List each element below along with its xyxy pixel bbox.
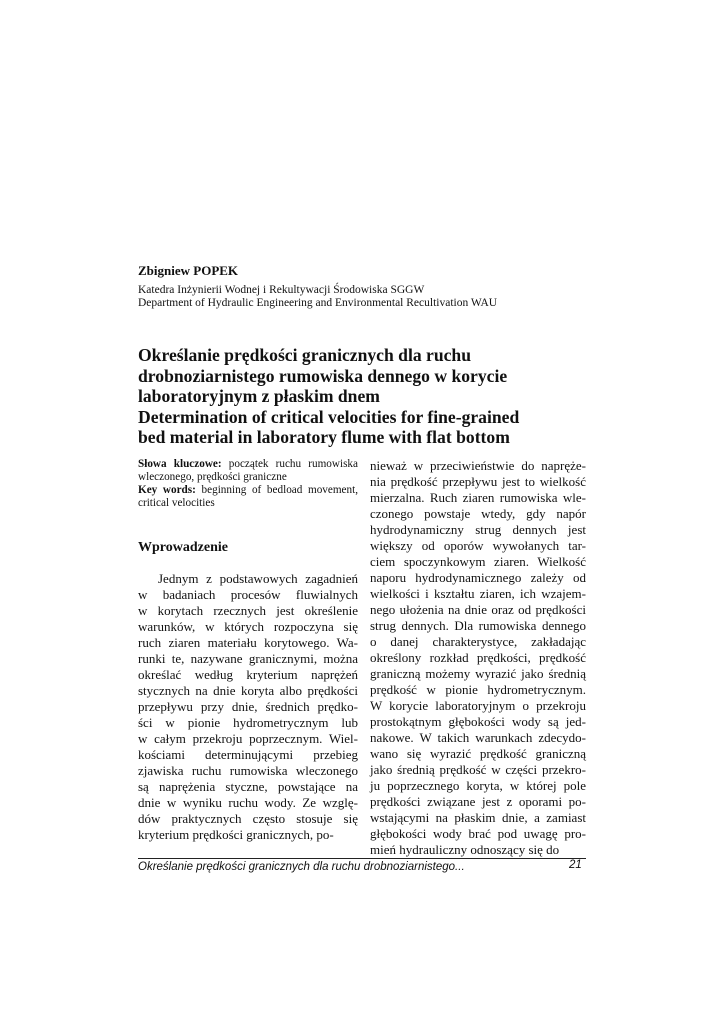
- author-name: Zbigniew POPEK: [138, 263, 239, 278]
- body-text-line: ści w pionie hydrometrycznym lub: [138, 715, 358, 730]
- body-text-line: mień hydrauliczny odnoszący się do: [370, 842, 560, 857]
- body-text-line: ju poprzecznego koryta, w której pole: [370, 778, 586, 793]
- body-text-line: prędkość w pionie hydrometrycznym.: [370, 682, 586, 697]
- title-line: laboratoryjnym z płaskim dnem: [138, 386, 380, 406]
- body-text-line: warunków, w których rozpoczyna się: [138, 619, 358, 634]
- body-text-line: są naprężenia styczne, powstające na: [138, 779, 358, 794]
- keywords-polish: [138, 458, 358, 484]
- keywords-polish-label: Słowa kluczowe:: [138, 458, 222, 470]
- body-text-line: stycznych na dnie koryta albo prędkości: [138, 683, 358, 698]
- title-line: bed material in laboratory flume with flat bottom: [138, 427, 510, 447]
- body-text-line: głębokości wody brać pod uwagę pro-: [370, 826, 586, 841]
- body-text-line: ruch ziaren materiału korytowego. Wa-: [138, 635, 358, 650]
- body-text-line: wano się wyrazić prędkość graniczną: [370, 746, 586, 761]
- title-line: Określanie prędkości granicznych dla ruchu: [138, 345, 472, 365]
- title-line: drobnoziarnistego rumowiska dennego w korycie: [138, 365, 508, 386]
- body-text-line: zjawiska ruchu rumowiska wleczonego: [138, 763, 358, 778]
- footer-running-title: Określanie prędkości granicznych dla ruchu drobnoziarnistego...: [138, 861, 465, 873]
- affiliation-english: Department of Hydraulic Engineering and Environmental Recultivation WAU: [138, 297, 498, 309]
- body-right-column: [370, 458, 586, 858]
- body-text-line: w korytach rzecznych jest określenie: [138, 603, 358, 618]
- keywords-english-text: beginning of bedload movement, critical velocities: [138, 484, 359, 509]
- body-text-line: prostokątnym głębokości wody są jed-: [370, 714, 586, 729]
- keywords-english: [138, 484, 358, 510]
- body-text-line: nia prędkość przepływu jest to wielkość: [370, 474, 586, 489]
- body-text-line: prędkości związane jest z oporami po-: [370, 794, 586, 809]
- body-text-line: kościami determinującymi przebieg: [138, 747, 358, 762]
- keywords-polish-text: początek ruchu rumowiska wleczonego, prędkości graniczne: [138, 458, 358, 483]
- affiliation-polish: Katedra Inżynierii Wodnej i Rekultywacji Środowiska SGGW: [138, 284, 425, 296]
- body-text-line: naporu hydrodynamicznego zależy od: [370, 570, 586, 585]
- body-text-line: w badaniach procesów fluwialnych: [138, 587, 358, 602]
- body-text-line: strug dennych. Dla rumowiska dennego: [370, 618, 586, 633]
- keywords-block: [138, 458, 358, 510]
- body-text-line: o danej charakterystyce, zakładając: [370, 634, 586, 649]
- body-text-line: wstającymi na płaskim dnie, a zamiast: [370, 810, 586, 825]
- body-text-line: mierzalna. Ruch ziaren rumowiska wle-: [370, 490, 586, 505]
- body-text-line: jako średnią prędkość w części przekro-: [370, 762, 586, 777]
- body-text-line: czonego powstaje wtedy, gdy napór: [370, 506, 586, 521]
- body-text-line: dów praktycznych często stosuje się: [138, 811, 358, 826]
- title-line: Determination of critical velocities for fine-grained: [138, 406, 520, 427]
- keywords-english-label: Key words:: [138, 484, 196, 496]
- body-text-line: nieważ w przeciwieństwie do napręże-: [370, 458, 586, 473]
- body-text-line: W korycie laboratoryjnym o przekroju: [370, 698, 586, 713]
- body-text-line: wielkości i kształtu ziaren, ich wzajem-: [370, 586, 586, 601]
- paper-title: [138, 345, 598, 448]
- body-text-line: przepływu przy dnie, średnich prędko-: [138, 699, 358, 714]
- footer-page-number: 21: [569, 859, 582, 871]
- body-text-line: dnie w wyniku ruchu wody. Ze wzglę-: [138, 795, 358, 810]
- body-text-line: nakowe. W takich warunkach zdecydo-: [370, 730, 586, 745]
- body-text-line: określać według kryterium naprężeń: [138, 667, 358, 682]
- body-text-line: kryterium prędkości granicznych, po-: [138, 827, 334, 842]
- body-text-line: graniczną możemy wyrazić jako średnią: [370, 666, 586, 681]
- body-text-line: runki te, nazywane granicznymi, można: [138, 651, 358, 666]
- body-text-line: określony rozkład prędkości, prędkość: [370, 650, 586, 665]
- body-text-line: Jednym z podstawowych zagadnień: [158, 571, 358, 586]
- body-text-line: większy od oporów wywołanych tar-: [370, 538, 586, 553]
- section-heading: Wprowadzenie: [138, 540, 228, 555]
- body-text-line: hydrodynamiczny strug dennych jest: [370, 522, 586, 537]
- body-text-line: w całym przekroju poprzecznym. Wiel-: [138, 731, 358, 746]
- footer-rule: [138, 858, 586, 859]
- body-left-column: [138, 571, 358, 843]
- body-text-line: ciem spoczynkowym ziaren. Wielkość: [370, 554, 586, 569]
- body-text-line: nego ułożenia na dnie oraz od prędkości: [370, 602, 586, 617]
